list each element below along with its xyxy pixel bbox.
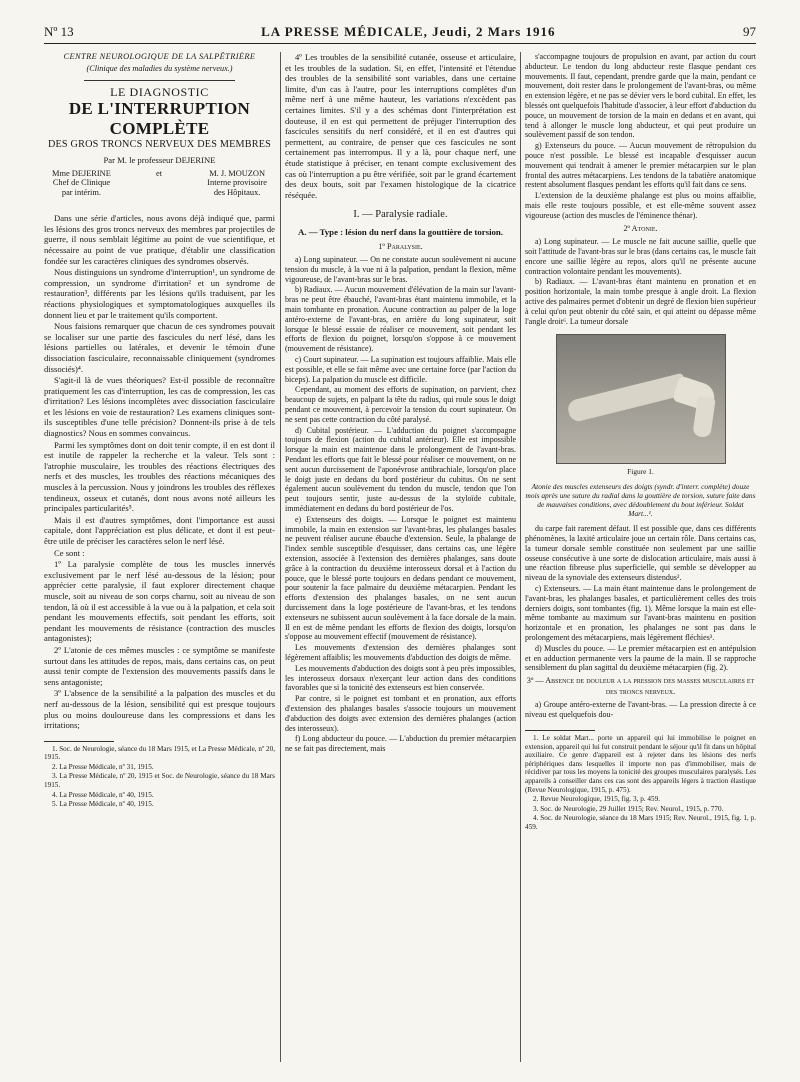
paragraph: d) Cubital postérieur. — L'adduction du poignet s'accompagne toujours de flexion (action du cubital antérieur). Elle est impossible lorsque la main est maintenue dans le prolongement de l'avant-bras. Pendant les efforts que fait le blessé pour réaliser ce mouvement, on ne sent aucun durcissement de l'aponévrose antibrachiale, lorsqu'on place le doigt juste en dedans du bord postérieur du cubitus. On ne sent également aucun soulèvement du tendon du muscle, tendon que l'on peut toujours sentir, juste au-dessus de la styloïde cubitale, immédiatement en dedans du bord postérieur de l'os. [285,425,516,514]
paragraph: Ce sont : [54,547,85,558]
column-3 [525,52,756,1067]
paragraph: S'agit-il là de vues théoriques? Est-il possible de reconnaître pratiquement les cas d'interruption, les cas de compression, les cas d'irritation? Les lésions incomplètes avec dissociation fasciculaire et les lésions en voie de restauration? Les examens cliniques sont-ils susceptibles d'une telle précision? Donnent-ils prise à de tels diagnostics? Nous en sommes convaincus. [44,375,275,439]
divider [84,80,235,81]
journal-title: LA PRESSE MÉDICALE, Jeudi, 2 Mars 1916 [261,24,556,39]
article-kicker: LE DIAGNOSTIC [110,85,209,100]
issue-number: Nº 13 [44,24,74,39]
author-2: M. J. MOUZON Interne provisoire des Hôpitaux. [207,168,267,197]
paragraph: L'extension de la deuxième phalange est plus ou moins affaiblie, mais elle reste toujours possible, et est elle-même souvent assez vigoureuse (action des muscles de l'éminence thénar). [525,191,756,220]
institution-name: CENTRE NEUROLOGIQUE DE LA SALPÊTRIÈRE [63,52,256,61]
author-separator: et [156,168,163,178]
paragraph: b) Radiaux. — L'avant-bras étant maintenu en pronation et en position horizontale, la main tombe presque à angle droit. La flexion active des palmaires permet d'obtenir un degré de flexion bien supérieur à celui qu'on peut obtenir du côté sain, et qui atteint ou dépasse même l'angle droit⁶. La tumeur dorsale [525,277,756,326]
paragraph: Les mouvements d'abduction des doigts sont à peu près impossibles, les interosseux dorsaux n'exerçant leur action dans des conditions favorables que si la tonicité des extenseurs est bien conservée. [285,663,516,693]
subsection-heading: A. — Type : lésion du nerf dans la gouttière de torsion. [297,226,504,237]
paragraph-heading: 3º — Absence de douleur a la pression des masses musculaires et des troncs nerveux. [526,676,755,696]
column-2 [285,52,516,1067]
footnote: 4. La Presse Médicale, nº 40, 1915. [52,790,154,799]
institution-subtitle: (Clinique des maladies du système nerveux.) [86,63,233,73]
paragraph-heading: 1º Paralysie. [378,241,423,251]
authors [44,169,275,197]
figure-caption: Atonie des muscles extenseurs des doigts (syndr. d'interr. complète) douze mois après une suture du radial dans la gouttière de torsion, suture faite dans de mauvaises conditions, avec dédoublement du bout inférieur. Soldat Mart...¹. [525,482,756,518]
paragraph: a) Long supinateur. — Le muscle ne fait aucune saillie, quelle que soit l'attitude de l'avant-bras sur le bras (dans certains cas, le muscle fait encore une saillie légère au repos, alors qu'il ne présente aucune contraction volontaire pendant les mouvements). [525,237,756,276]
byline: Par M. le professeur DEJERINE [103,155,216,166]
figure-photo [556,334,726,464]
paragraph-heading: 2º Atonie. [623,223,658,233]
figure-label: Figure 1. [627,467,654,477]
section-heading: I. — Paralysie radiale. [353,209,448,221]
paragraph: 2º L'atonie de ces mêmes muscles : ce symptôme se manifeste surtout dans les attitudes de repos, mais, dans certains cas, on peut aussi tenir compte de l'extension des mouvements passifs dans le sens antagoniste; [44,644,275,687]
footnote: 4. Soc. de Neurologie, séance du 18 Mars 1915; Rev. Neurol., 1915, fig. 1, p. 459. [525,814,756,831]
footnote-rule [44,741,114,742]
paragraph: g) Extenseurs du pouce. — Aucun mouvement de rétropulsion du pouce n'est possible. Le blessé est incapable d'esquisser aucun mouvement qui tendrait à amener le premier métacarpien sur le plan frontal des autres métacarpiens. Les tendons de la tabatière anatomique restent absolument flasques pendant les efforts qu'il fait dans ce sens. [525,141,756,190]
paragraph: f) Long abducteur du pouce. — L'abduction du premier métacarpien ne se fait pas directement, mais [285,734,516,754]
paragraph: Mais il est d'autres symptômes, dont l'importance est aussi capitale, dont l'appréciation est plus délicate, et dont il est peut-être utile de préciser les caractères selon le nerf lésé. [44,514,275,546]
paragraph: d) Muscles du pouce. — Le premier métacarpien est en antépulsion et en adduction permanente vers la paume de la main. Il se rapproche sensiblement du plan sagittal du deuxième métacarpien (fig. 2). [525,643,756,673]
paragraph: du carpe fait rarement défaut. Il est possible que, dans ces différents phénomènes, la laxité articulaire joue un certain rôle. Dans certains cas, la tumeur dorsale semble constituée non seulement par une saillie osseuse consécutive à une sorte de dislocation articulaire, mais aussi à une réaction fibreuse plus superficielle, qui semble se développer au niveau de la synoviale des extenseurs distendus². [525,524,756,583]
paragraph: Les mouvements d'extension des dernières phalanges sont légèrement affaiblis; les mouvements d'abduction des doigts de même. [285,643,516,662]
paragraph: 4º Les troubles de la sensibilité cutanée, osseuse et articulaire, et les troubles de la sudation. Si, en effet, l'intensité et l'étendue des troubles de la sensibilité sont variables, dans une certaine limite, d'un cas à l'autre, pour les interruptions complètes d'un même nerf à une même hauteur, les variations n'excèdent pas certaines limites. S'il y a des schémas dont l'interprétation est douteuse, il en est qui permettent de préjuger l'interruption des fascicules sensitifs du nerf considéré, et il en est d'autres qui permettent, au contraire, de penser que ces fascicules ne sont certainement pas interrompus. Il y a là, pour chaque nerf, une étude statistique à préciser, en tenant compte exclusivement des cas où l'interruption a pu être vérifiée, soit par le grand écartement des deux bouts, soit par l'examen histologique de la cicatrice réséquée. [285,52,516,200]
paragraph: Dans une série d'articles, nous avons déjà indiqué que, parmi les lésions des gros troncs nerveux des membres par projectiles de guerre, il nous semblait légitime au point de vue scientifique, et nécessaire au point de vue pratique, d'établir une classification fondée sur les caractères cliniques des syndromes observés. [44,213,275,266]
paragraph: c) Extenseurs. — La main étant maintenue dans le prolongement de l'avant-bras, les phalanges basales, et particulièrement celles des trois derniers doigts, sont tombantes (fig. 1). Même lorsque la main est elle-même tombante au maximum sur l'avant-bras maintenu en position horizontale et en pronation, les phalanges ne sont pas dans le prolongement des métacarpiens, mais légèrement fléchies³. [525,584,756,643]
page-header [44,18,756,44]
footnote: 2. Revue Neurologique, 1915, fig. 3, p. 459. [533,795,660,804]
footnote: 1. Le soldat Mart... porte un appareil qui lui immobilise le poignet en extension, appareil qui lui fut construit pendant le séjour qu'il fit dans un hôpital auxiliaire. Ce genre d'appareil est à rejeter dans les lésions des nerfs périphériques dans lesquelles il importe non pas d'immobiliser, mais de récidiver par tous les moyens la tonicité des groupes musculaires paralysés. Les appareils à conseiller dans ces cas sont des appareils légers à traction élastique (Revue Neurologique, 1915, p. 475). [525,734,756,794]
column-1 [44,52,275,1067]
paragraph: Par contre, si le poignet est tombant et en pronation, aux efforts d'extension des phalanges basales s'associe toujours un mouvement d'abduction des doigts avec extension des dernières phalanges (action des interosseux). [285,694,516,733]
footnote: 5. La Presse Médicale, nº 40, 1915. [52,800,154,809]
paragraph: e) Extenseurs des doigts. — Lorsque le poignet est maintenu immobile, la main en extension sur l'avant-bras, les phalanges basales ne peuvent réaliser aucune ébauche d'extension. Seule, la phalange de l'index semble susceptible d'esquisser, dans certains cas, une légère extension, associée à l'extension des dernières phalanges, sans doute grâce à la contraction du deuxième interosseux dorsal et à l'action du pouce, que le blessé porte toujours en dedans pendant ce mouvement, pour soutenir la face palmaire du deuxième métacarpien. Pendant les efforts d'extension des phalanges basales, on ne sent aucun durcissement dans la loge postérieure de l'avant-bras, et les tendons extenseurs ne subissent aucun soulèvement à la face dorsale de la main. Il en est de même pendant les efforts de flexion des doigts, lorsqu'on s'oppose au mouvement effectif (mouvement de résistance). [285,514,516,642]
paragraph: 1º La paralysie complète de tous les muscles innervés exclusivement par le nerf lésé au-dessous de la lésion; pour apprécier cette paralysie, il faut explorer directement chaque muscle, soit au niveau de son corps charnu, soit au niveau de son tendon, là où il est accessible à la vue ou à la palpation, et cela soit pendant les mouvements effectifs, soit pendant les efforts, soit pendant les mouvements de résistance (contraction des muscles antagonistes); [44,559,275,644]
author-1: Mme DEJERINE Chef de Clinique par intérim. [52,168,111,197]
paragraph: 3º L'absence de la sensibilité a la palpation des muscles et du nerf au-dessous de la lésion, sensibilité qui est presque toujours plus ou moins douloureuse dans les compressions et dans les irritations; [44,688,275,731]
page-number: 97 [743,24,756,39]
footnote: 3. La Presse Médicale, nº 20, 1915 et Soc. de Neurologie, séance du 18 Mars 1915. [44,772,275,790]
footnote: 1. Soc. de Neurologie, séance du 18 Mars 1915, et La Presse Médicale, nº 20, 1915. [44,744,275,762]
article-title: DE L'INTERRUPTION COMPLÈTE [68,98,251,138]
paragraph: a) Long supinateur. — On ne constate aucun soulèvement ni aucune tension du muscle, à la vue ni à la palpation, pendant la flexion, même vigoureuse, de l'avant-bras sur le bras. [285,255,516,284]
footnote-rule [525,730,595,731]
footnote: 2. La Presse Médicale, nº 31, 1915. [52,762,154,771]
paragraph: Nous faisions remarquer que chacun de ces syndromes pouvait se localiser sur une partie des fascicules du nerf lésé, dans les lésions partielles ou latérales, et devenir le témoin d'une dissociation fasciculaire, reconnaissable cliniquement (syndromes dissociés)⁴. [44,321,275,374]
paragraph: b) Radiaux. — Aucun mouvement d'élévation de la main sur l'avant-bras ne peut être ébauché, l'avant-bras étant maintenu immobile, et la main tombante en pronation. Aucune contraction au palper de la loge antéro-externe de l'avant-bras, en arrière du long supinateur, soit lorsque le blessé essaie de réaliser ce mouvement, soit pendant les efforts de flexion du poignet, lorsqu'on s'oppose à ce mouvement (mouvement de résistance). [285,285,516,354]
column-rule-1 [280,52,281,1062]
paragraph: Parmi les symptômes dont on doit tenir compte, il en est dont il est inutile de rappeler la recherche et la valeur. Tels sont : l'atrophie musculaire, les troubles des réactions électriques des nerfs et des muscles, les troubles des réactions mécaniques des muscles à la percussion. Nous y joindrons les troubles des réflexes tendineux, osseux et cutanés, dont nous avons noté ailleurs les principales particularités⁵. [44,439,275,514]
article-subtitle: DES GROS TRONCS NERVEUX DES MEMBRES [47,138,272,150]
column-rule-2 [520,52,521,1062]
paragraph: Cependant, au moment des efforts de supination, on parvient, chez beaucoup de sujets, en palpant la tête du radius, qui roule sous le doigt pendant ce mouvement, à percevoir la tension du court supinateur. On ne sent pas cette contraction du côté paralysé. [285,385,516,424]
paragraph: s'accompagne toujours de propulsion en avant, par action du court abducteur. Le tendon du long abducteur reste flasque pendant ces mouvements. Il faut, cependant, prendre garde que la main, pendant ce mouvement, doit rester dans le prolongement de l'avant-bras, ou même en extension légère, et ne pas se dévier vers le bord cubital. En effet, les blessés ont quelquefois l'habitude d'associer, à leur effort d'abduction du pouce, un mouvement de torsion de la main en dedans et en avant, qui tend à allonger le muscle long abducteur, et qui peut produire un soulèvement passif de son tendon. [525,52,756,140]
paragraph: c) Court supinateur. — La supination est toujours affaiblie. Mais elle est possible, et elle se fait même avec une certaine force (par l'action du biceps). La palpation du muscle est difficile. [285,355,516,384]
footnote: 3. Soc. de Neurologie, 29 Juillet 1915; Rev. Neurol., 1915, p. 770. [533,804,724,813]
forearm-shape [566,373,688,423]
paragraph: Nous distinguions un syndrome d'interruption¹, un syndrome de compression, un syndrome d'irritation² et un syndrome de restauration³, différents par les lésions qu'ils traduisent, par les réactions physiologiques et symptomatologiques auxquelles ils donnent lieu et par le traitement qu'ils comportent. [44,267,275,320]
paragraph: a) Groupe antéro-externe de l'avant-bras. — La pression directe à ce niveau est quelquefois dou- [525,700,756,720]
